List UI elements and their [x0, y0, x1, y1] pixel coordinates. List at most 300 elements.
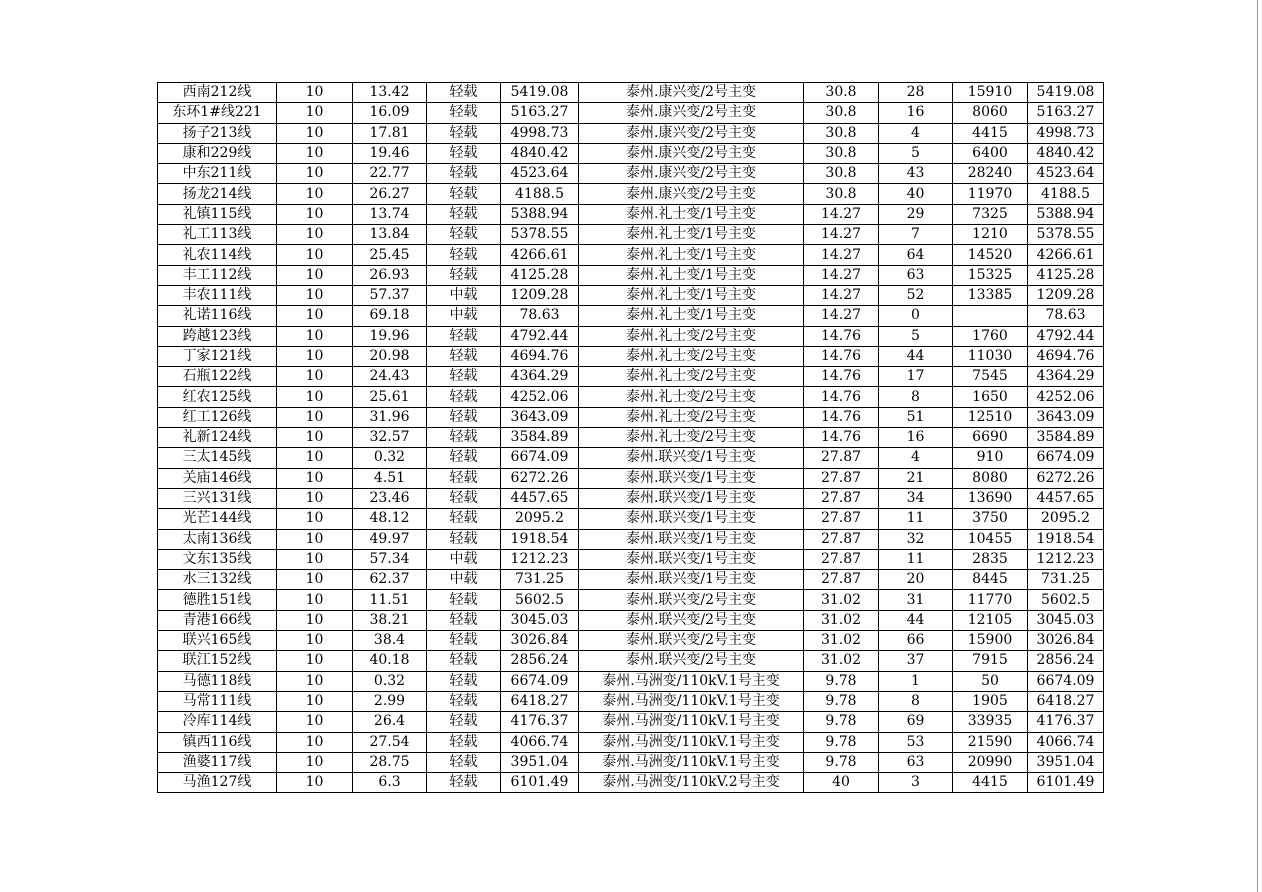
- transformer-load-rate-cell: 31.02: [804, 610, 879, 630]
- available-capacity-cell: 4266.61: [501, 245, 579, 265]
- transformer-load-rate-cell: 27.87: [804, 549, 879, 569]
- load-rate-cell: 26.93: [353, 265, 427, 285]
- transformer-load-rate-cell: 27.87: [804, 448, 879, 468]
- line-name-cell: 东环1#线221: [158, 103, 277, 123]
- table-row: [158, 184, 1104, 204]
- load-status-cell: 轻载: [427, 346, 501, 366]
- load-status-cell: 轻载: [427, 509, 501, 529]
- available-capacity-cell: 4457.65: [501, 488, 579, 508]
- installed-capacity-cell: 11770: [953, 590, 1028, 610]
- substation-transformer-cell: 泰州.礼士变/2号主变: [579, 387, 804, 407]
- substation-transformer-cell: 泰州.马洲变/110kV.1号主变: [579, 671, 804, 691]
- user-count-cell: 37: [879, 651, 953, 671]
- remaining-capacity-cell: 5378.55: [1028, 225, 1104, 245]
- substation-transformer-cell: 泰州.礼士变/1号主变: [579, 285, 804, 305]
- load-rate-cell: 57.34: [353, 549, 427, 569]
- load-status-cell: 轻载: [427, 265, 501, 285]
- user-count-cell: 11: [879, 549, 953, 569]
- table-row: [158, 326, 1104, 346]
- load-status-cell: 轻载: [427, 448, 501, 468]
- load-rate-cell: 22.77: [353, 164, 427, 184]
- voltage-cell: 10: [277, 123, 353, 143]
- remaining-capacity-cell: 4364.29: [1028, 367, 1104, 387]
- user-count-cell: 16: [879, 103, 953, 123]
- substation-transformer-cell: 泰州.联兴变/2号主变: [579, 610, 804, 630]
- voltage-cell: 10: [277, 225, 353, 245]
- remaining-capacity-cell: 4266.61: [1028, 245, 1104, 265]
- available-capacity-cell: 1918.54: [501, 529, 579, 549]
- substation-transformer-cell: 泰州.联兴变/1号主变: [579, 570, 804, 590]
- transformer-load-rate-cell: 9.78: [804, 732, 879, 752]
- installed-capacity-cell: 4415: [953, 773, 1028, 793]
- remaining-capacity-cell: 78.63: [1028, 306, 1104, 326]
- load-rate-cell: 20.98: [353, 346, 427, 366]
- remaining-capacity-cell: 4125.28: [1028, 265, 1104, 285]
- load-status-cell: 轻载: [427, 143, 501, 163]
- user-count-cell: 1: [879, 671, 953, 691]
- table-row: [158, 346, 1104, 366]
- user-count-cell: 44: [879, 610, 953, 630]
- voltage-cell: 10: [277, 204, 353, 224]
- remaining-capacity-cell: 4523.64: [1028, 164, 1104, 184]
- line-name-cell: 文东135线: [158, 549, 277, 569]
- installed-capacity-cell: 1650: [953, 387, 1028, 407]
- voltage-cell: 10: [277, 265, 353, 285]
- remaining-capacity-cell: 3643.09: [1028, 407, 1104, 427]
- line-name-cell: 跨越123线: [158, 326, 277, 346]
- table-row: [158, 245, 1104, 265]
- substation-transformer-cell: 泰州.马洲变/110kV.1号主变: [579, 752, 804, 772]
- voltage-cell: 10: [277, 468, 353, 488]
- available-capacity-cell: 6101.49: [501, 773, 579, 793]
- load-rate-cell: 17.81: [353, 123, 427, 143]
- table-row: [158, 509, 1104, 529]
- remaining-capacity-cell: 6272.26: [1028, 468, 1104, 488]
- available-capacity-cell: 5388.94: [501, 204, 579, 224]
- table-row: [158, 529, 1104, 549]
- available-capacity-cell: 78.63: [501, 306, 579, 326]
- load-status-cell: 轻载: [427, 732, 501, 752]
- remaining-capacity-cell: 6418.27: [1028, 691, 1104, 711]
- substation-transformer-cell: 泰州.联兴变/2号主变: [579, 590, 804, 610]
- transformer-load-rate-cell: 30.8: [804, 103, 879, 123]
- line-name-cell: 青港166线: [158, 610, 277, 630]
- load-status-cell: 轻载: [427, 245, 501, 265]
- installed-capacity-cell: 7545: [953, 367, 1028, 387]
- line-name-cell: 礼诺116线: [158, 306, 277, 326]
- load-rate-cell: 32.57: [353, 428, 427, 448]
- installed-capacity-cell: [953, 306, 1028, 326]
- table-row: [158, 407, 1104, 427]
- table-row: [158, 387, 1104, 407]
- transformer-load-rate-cell: 27.87: [804, 509, 879, 529]
- available-capacity-cell: 4364.29: [501, 367, 579, 387]
- load-rate-cell: 31.96: [353, 407, 427, 427]
- line-name-cell: 镇西116线: [158, 732, 277, 752]
- substation-transformer-cell: 泰州.礼士变/2号主变: [579, 326, 804, 346]
- available-capacity-cell: 6418.27: [501, 691, 579, 711]
- substation-transformer-cell: 泰州.马洲变/110kV.1号主变: [579, 732, 804, 752]
- remaining-capacity-cell: 3045.03: [1028, 610, 1104, 630]
- user-count-cell: 20: [879, 570, 953, 590]
- line-name-cell: 渔婆117线: [158, 752, 277, 772]
- load-status-cell: 轻载: [427, 651, 501, 671]
- line-name-cell: 联兴165线: [158, 631, 277, 651]
- remaining-capacity-cell: 5388.94: [1028, 204, 1104, 224]
- voltage-cell: 10: [277, 610, 353, 630]
- table-row: [158, 285, 1104, 305]
- load-rate-cell: 13.42: [353, 83, 427, 103]
- load-status-cell: 轻载: [427, 428, 501, 448]
- user-count-cell: 66: [879, 631, 953, 651]
- substation-transformer-cell: 泰州.马洲变/110kV.1号主变: [579, 691, 804, 711]
- line-name-cell: 马常111线: [158, 691, 277, 711]
- installed-capacity-cell: 11970: [953, 184, 1028, 204]
- available-capacity-cell: 6272.26: [501, 468, 579, 488]
- installed-capacity-cell: 8060: [953, 103, 1028, 123]
- line-name-cell: 太南136线: [158, 529, 277, 549]
- remaining-capacity-cell: 5419.08: [1028, 83, 1104, 103]
- user-count-cell: 8: [879, 691, 953, 711]
- transformer-load-rate-cell: 14.27: [804, 225, 879, 245]
- load-status-cell: 轻载: [427, 529, 501, 549]
- user-count-cell: 53: [879, 732, 953, 752]
- remaining-capacity-cell: 4694.76: [1028, 346, 1104, 366]
- load-status-cell: 轻载: [427, 691, 501, 711]
- voltage-cell: 10: [277, 509, 353, 529]
- remaining-capacity-cell: 4252.06: [1028, 387, 1104, 407]
- line-name-cell: 西南212线: [158, 83, 277, 103]
- remaining-capacity-cell: 731.25: [1028, 570, 1104, 590]
- installed-capacity-cell: 6690: [953, 428, 1028, 448]
- load-status-cell: 中载: [427, 306, 501, 326]
- available-capacity-cell: 4694.76: [501, 346, 579, 366]
- table-row: [158, 671, 1104, 691]
- substation-transformer-cell: 泰州.联兴变/1号主变: [579, 448, 804, 468]
- installed-capacity-cell: 3750: [953, 509, 1028, 529]
- load-rate-cell: 28.75: [353, 752, 427, 772]
- load-rate-cell: 16.09: [353, 103, 427, 123]
- substation-transformer-cell: 泰州.礼士变/2号主变: [579, 346, 804, 366]
- remaining-capacity-cell: 4998.73: [1028, 123, 1104, 143]
- voltage-cell: 10: [277, 549, 353, 569]
- table-row: [158, 367, 1104, 387]
- line-name-cell: 丁家121线: [158, 346, 277, 366]
- installed-capacity-cell: 13690: [953, 488, 1028, 508]
- voltage-cell: 10: [277, 143, 353, 163]
- installed-capacity-cell: 4415: [953, 123, 1028, 143]
- line-name-cell: 礼新124线: [158, 428, 277, 448]
- line-name-cell: 关庙146线: [158, 468, 277, 488]
- table-row: [158, 610, 1104, 630]
- voltage-cell: 10: [277, 326, 353, 346]
- line-name-cell: 冷库114线: [158, 712, 277, 732]
- load-status-cell: 轻载: [427, 387, 501, 407]
- available-capacity-cell: 1212.23: [501, 549, 579, 569]
- line-name-cell: 礼工113线: [158, 225, 277, 245]
- line-name-cell: 康和229线: [158, 143, 277, 163]
- table-row: [158, 651, 1104, 671]
- voltage-cell: 10: [277, 631, 353, 651]
- substation-transformer-cell: 泰州.礼士变/1号主变: [579, 204, 804, 224]
- available-capacity-cell: 6674.09: [501, 448, 579, 468]
- available-capacity-cell: 5378.55: [501, 225, 579, 245]
- voltage-cell: 10: [277, 346, 353, 366]
- installed-capacity-cell: 50: [953, 671, 1028, 691]
- substation-transformer-cell: 泰州.康兴变/2号主变: [579, 123, 804, 143]
- voltage-cell: 10: [277, 367, 353, 387]
- remaining-capacity-cell: 4176.37: [1028, 712, 1104, 732]
- load-status-cell: 轻载: [427, 204, 501, 224]
- available-capacity-cell: 3026.84: [501, 631, 579, 651]
- user-count-cell: 34: [879, 488, 953, 508]
- available-capacity-cell: 4188.5: [501, 184, 579, 204]
- transformer-load-rate-cell: 27.87: [804, 488, 879, 508]
- table-row: [158, 773, 1104, 793]
- available-capacity-cell: 3643.09: [501, 407, 579, 427]
- remaining-capacity-cell: 1212.23: [1028, 549, 1104, 569]
- available-capacity-cell: 4840.42: [501, 143, 579, 163]
- user-count-cell: 21: [879, 468, 953, 488]
- transformer-load-rate-cell: 30.8: [804, 123, 879, 143]
- remaining-capacity-cell: 3026.84: [1028, 631, 1104, 651]
- voltage-cell: 10: [277, 691, 353, 711]
- user-count-cell: 5: [879, 326, 953, 346]
- installed-capacity-cell: 8445: [953, 570, 1028, 590]
- voltage-cell: 10: [277, 671, 353, 691]
- line-name-cell: 丰工112线: [158, 265, 277, 285]
- substation-transformer-cell: 泰州.礼士变/1号主变: [579, 306, 804, 326]
- substation-transformer-cell: 泰州.康兴变/2号主变: [579, 103, 804, 123]
- user-count-cell: 8: [879, 387, 953, 407]
- table-row: [158, 306, 1104, 326]
- load-status-cell: 轻载: [427, 103, 501, 123]
- voltage-cell: 10: [277, 245, 353, 265]
- voltage-cell: 10: [277, 83, 353, 103]
- load-status-cell: 轻载: [427, 671, 501, 691]
- available-capacity-cell: 4176.37: [501, 712, 579, 732]
- user-count-cell: 32: [879, 529, 953, 549]
- transformer-load-rate-cell: 30.8: [804, 143, 879, 163]
- transformer-load-rate-cell: 14.76: [804, 367, 879, 387]
- substation-transformer-cell: 泰州.马洲变/110kV.2号主变: [579, 773, 804, 793]
- table-row: [158, 732, 1104, 752]
- load-rate-cell: 11.51: [353, 590, 427, 610]
- remaining-capacity-cell: 2095.2: [1028, 509, 1104, 529]
- load-status-cell: 轻载: [427, 407, 501, 427]
- user-count-cell: 29: [879, 204, 953, 224]
- remaining-capacity-cell: 3584.89: [1028, 428, 1104, 448]
- voltage-cell: 10: [277, 752, 353, 772]
- user-count-cell: 16: [879, 428, 953, 448]
- user-count-cell: 5: [879, 143, 953, 163]
- line-name-cell: 三太145线: [158, 448, 277, 468]
- voltage-cell: 10: [277, 306, 353, 326]
- available-capacity-cell: 4998.73: [501, 123, 579, 143]
- line-name-cell: 扬子213线: [158, 123, 277, 143]
- voltage-cell: 10: [277, 387, 353, 407]
- table-row: [158, 428, 1104, 448]
- substation-transformer-cell: 泰州.康兴变/2号主变: [579, 184, 804, 204]
- load-status-cell: 轻载: [427, 773, 501, 793]
- installed-capacity-cell: 7915: [953, 651, 1028, 671]
- user-count-cell: 3: [879, 773, 953, 793]
- table-row: [158, 204, 1104, 224]
- table-row: [158, 712, 1104, 732]
- transformer-load-rate-cell: 14.76: [804, 428, 879, 448]
- load-rate-cell: 38.4: [353, 631, 427, 651]
- available-capacity-cell: 3584.89: [501, 428, 579, 448]
- transformer-load-rate-cell: 27.87: [804, 529, 879, 549]
- line-name-cell: 马德118线: [158, 671, 277, 691]
- load-status-cell: 中载: [427, 570, 501, 590]
- table-row: [158, 83, 1104, 103]
- remaining-capacity-cell: 5602.5: [1028, 590, 1104, 610]
- installed-capacity-cell: 15325: [953, 265, 1028, 285]
- load-status-cell: 轻载: [427, 631, 501, 651]
- voltage-cell: 10: [277, 651, 353, 671]
- load-status-cell: 轻载: [427, 488, 501, 508]
- installed-capacity-cell: 2835: [953, 549, 1028, 569]
- load-rate-cell: 6.3: [353, 773, 427, 793]
- transformer-load-rate-cell: 9.78: [804, 752, 879, 772]
- substation-transformer-cell: 泰州.礼士变/2号主变: [579, 428, 804, 448]
- load-status-cell: 中载: [427, 549, 501, 569]
- table-row: [158, 103, 1104, 123]
- substation-transformer-cell: 泰州.联兴变/2号主变: [579, 651, 804, 671]
- available-capacity-cell: 4792.44: [501, 326, 579, 346]
- voltage-cell: 10: [277, 488, 353, 508]
- installed-capacity-cell: 11030: [953, 346, 1028, 366]
- available-capacity-cell: 2095.2: [501, 509, 579, 529]
- transformer-load-rate-cell: 9.78: [804, 691, 879, 711]
- installed-capacity-cell: 33935: [953, 712, 1028, 732]
- user-count-cell: 44: [879, 346, 953, 366]
- substation-transformer-cell: 泰州.礼士变/1号主变: [579, 265, 804, 285]
- load-status-cell: 轻载: [427, 752, 501, 772]
- load-rate-cell: 0.32: [353, 448, 427, 468]
- transformer-load-rate-cell: 14.76: [804, 326, 879, 346]
- line-name-cell: 礼镇115线: [158, 204, 277, 224]
- installed-capacity-cell: 10455: [953, 529, 1028, 549]
- substation-transformer-cell: 泰州.礼士变/2号主变: [579, 367, 804, 387]
- transformer-load-rate-cell: 14.27: [804, 285, 879, 305]
- table-row: [158, 448, 1104, 468]
- user-count-cell: 52: [879, 285, 953, 305]
- load-status-cell: 轻载: [427, 123, 501, 143]
- load-rate-cell: 13.84: [353, 225, 427, 245]
- remaining-capacity-cell: 4457.65: [1028, 488, 1104, 508]
- page-edge-divider: [1257, 0, 1258, 892]
- user-count-cell: 64: [879, 245, 953, 265]
- voltage-cell: 10: [277, 184, 353, 204]
- line-name-cell: 马渔127线: [158, 773, 277, 793]
- user-count-cell: 31: [879, 590, 953, 610]
- line-name-cell: 三兴131线: [158, 488, 277, 508]
- substation-transformer-cell: 泰州.康兴变/2号主变: [579, 83, 804, 103]
- transformer-load-rate-cell: 9.78: [804, 671, 879, 691]
- voltage-cell: 10: [277, 712, 353, 732]
- substation-transformer-cell: 泰州.联兴变/1号主变: [579, 509, 804, 529]
- available-capacity-cell: 2856.24: [501, 651, 579, 671]
- remaining-capacity-cell: 6674.09: [1028, 448, 1104, 468]
- load-status-cell: 轻载: [427, 712, 501, 732]
- load-rate-cell: 4.51: [353, 468, 427, 488]
- voltage-cell: 10: [277, 529, 353, 549]
- substation-transformer-cell: 泰州.马洲变/110kV.1号主变: [579, 712, 804, 732]
- load-status-cell: 轻载: [427, 610, 501, 630]
- load-status-cell: 轻载: [427, 468, 501, 488]
- available-capacity-cell: 3951.04: [501, 752, 579, 772]
- installed-capacity-cell: 13385: [953, 285, 1028, 305]
- line-name-cell: 联江152线: [158, 651, 277, 671]
- load-status-cell: 轻载: [427, 326, 501, 346]
- table-row: [158, 265, 1104, 285]
- load-rate-cell: 27.54: [353, 732, 427, 752]
- available-capacity-cell: 5419.08: [501, 83, 579, 103]
- available-capacity-cell: 1209.28: [501, 285, 579, 305]
- available-capacity-cell: 5602.5: [501, 590, 579, 610]
- voltage-cell: 10: [277, 570, 353, 590]
- table-body: [158, 83, 1104, 793]
- load-rate-cell: 19.96: [353, 326, 427, 346]
- transformer-load-rate-cell: 30.8: [804, 164, 879, 184]
- line-name-cell: 红工126线: [158, 407, 277, 427]
- line-name-cell: 水三132线: [158, 570, 277, 590]
- transformer-load-rate-cell: 31.02: [804, 651, 879, 671]
- installed-capacity-cell: 1760: [953, 326, 1028, 346]
- remaining-capacity-cell: 6674.09: [1028, 671, 1104, 691]
- transformer-load-rate-cell: 40: [804, 773, 879, 793]
- installed-capacity-cell: 1210: [953, 225, 1028, 245]
- user-count-cell: 28: [879, 83, 953, 103]
- load-rate-cell: 69.18: [353, 306, 427, 326]
- user-count-cell: 69: [879, 712, 953, 732]
- load-status-cell: 中载: [427, 285, 501, 305]
- line-name-cell: 丰农111线: [158, 285, 277, 305]
- transformer-load-rate-cell: 14.27: [804, 306, 879, 326]
- user-count-cell: 0: [879, 306, 953, 326]
- installed-capacity-cell: 21590: [953, 732, 1028, 752]
- available-capacity-cell: 4066.74: [501, 732, 579, 752]
- installed-capacity-cell: 28240: [953, 164, 1028, 184]
- load-rate-cell: 13.74: [353, 204, 427, 224]
- user-count-cell: 63: [879, 265, 953, 285]
- substation-transformer-cell: 泰州.联兴变/1号主变: [579, 549, 804, 569]
- table-row: [158, 225, 1104, 245]
- user-count-cell: 51: [879, 407, 953, 427]
- load-status-cell: 轻载: [427, 225, 501, 245]
- available-capacity-cell: 4523.64: [501, 164, 579, 184]
- load-rate-cell: 2.99: [353, 691, 427, 711]
- load-status-cell: 轻载: [427, 184, 501, 204]
- installed-capacity-cell: 1905: [953, 691, 1028, 711]
- installed-capacity-cell: 15900: [953, 631, 1028, 651]
- transformer-load-rate-cell: 31.02: [804, 631, 879, 651]
- transformer-load-rate-cell: 30.8: [804, 83, 879, 103]
- line-name-cell: 中东211线: [158, 164, 277, 184]
- voltage-cell: 10: [277, 407, 353, 427]
- remaining-capacity-cell: 6101.49: [1028, 773, 1104, 793]
- load-status-cell: 轻载: [427, 83, 501, 103]
- user-count-cell: 4: [879, 123, 953, 143]
- table-row: [158, 691, 1104, 711]
- substation-transformer-cell: 泰州.联兴变/1号主变: [579, 488, 804, 508]
- table-row: [158, 123, 1104, 143]
- load-rate-cell: 26.4: [353, 712, 427, 732]
- available-capacity-cell: 731.25: [501, 570, 579, 590]
- table-row: [158, 143, 1104, 163]
